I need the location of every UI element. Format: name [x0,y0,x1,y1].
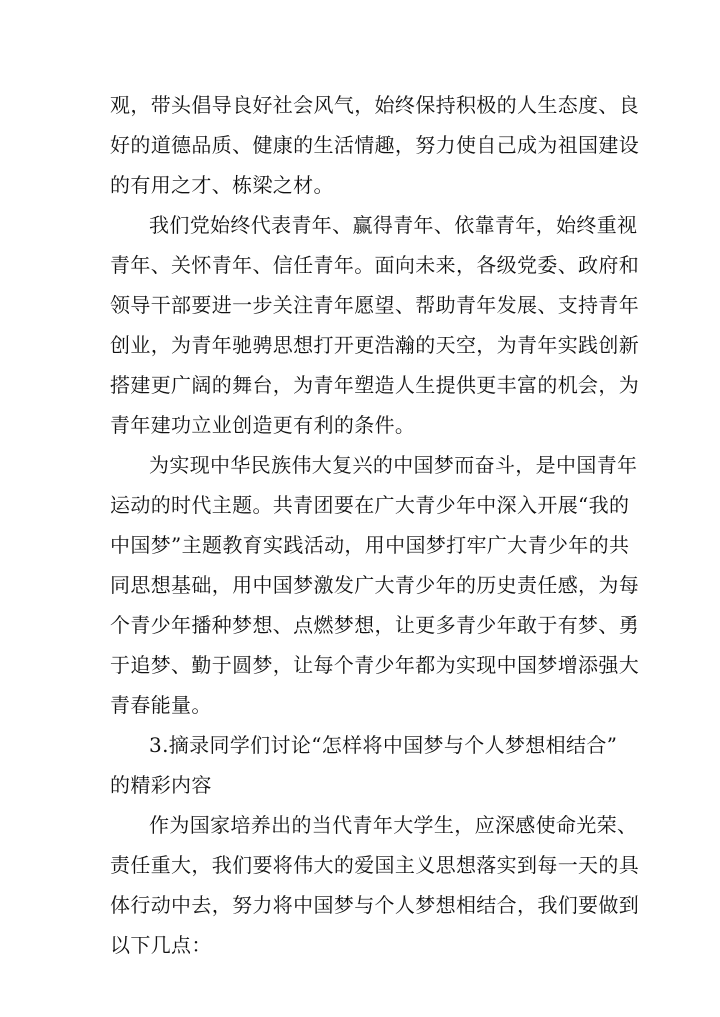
text-line: 运动的时代主题。共青团要在广大青少年中深入开展“我的 [110,493,630,517]
text-line: 领导干部要进一步关注青年愿望、帮助青年发展、支持青年 [110,293,640,317]
section-heading: 3.摘录同学们讨论“怎样将中国梦与个人梦想相结合” [149,733,618,757]
text-line: 青年建功立业创造更有利的条件。 [110,413,416,437]
text-line: 中国梦”主题教育实践活动，用中国梦打牢广大青少年的共 [110,533,630,557]
paragraph-first-line: 我们党始终代表青年、赢得青年、依靠青年，始终重视 [149,213,638,237]
text-line: 青年、关怀青年、信任青年。面向未来，各级党委、政府和 [110,253,640,277]
text-line: 创业，为青年驰骋思想打开更浩瀚的天空，为青年实践创新 [110,333,640,357]
text-line: 体行动中去，努力将中国梦与个人梦想相结合，我们要做到 [110,893,640,917]
text-line: 同思想基础，用中国梦激发广大青少年的历史责任感，为每 [110,573,640,597]
text-line: 的有用之才、栋梁之材。 [110,173,334,197]
section-heading-continuation: 的精彩内容 [110,773,212,797]
text-line: 青春能量。 [110,693,212,717]
text-line: 责任重大，我们要将伟大的爱国主义思想落实到每一天的具 [110,853,640,877]
text-line: 以下几点： [110,933,212,957]
text-line: 观，带头倡导良好社会风气，始终保持积极的人生态度、良 [110,93,640,117]
paragraph-first-line: 为实现中华民族伟大复兴的中国梦而奋斗，是中国青年 [149,453,638,477]
text-line: 搭建更广阔的舞台，为青年塑造人生提供更丰富的机会，为 [110,373,640,397]
paragraph-first-line: 作为国家培养出的当代青年大学生，应深感使命光荣、 [149,813,638,837]
text-line: 好的道德品质、健康的生活情趣，努力使自己成为祖国建设 [110,133,640,157]
text-line: 于追梦、勤于圆梦，让每个青少年都为实现中国梦增添强大 [110,653,640,677]
text-line: 个青少年播种梦想、点燃梦想，让更多青少年敢于有梦、勇 [110,613,640,637]
